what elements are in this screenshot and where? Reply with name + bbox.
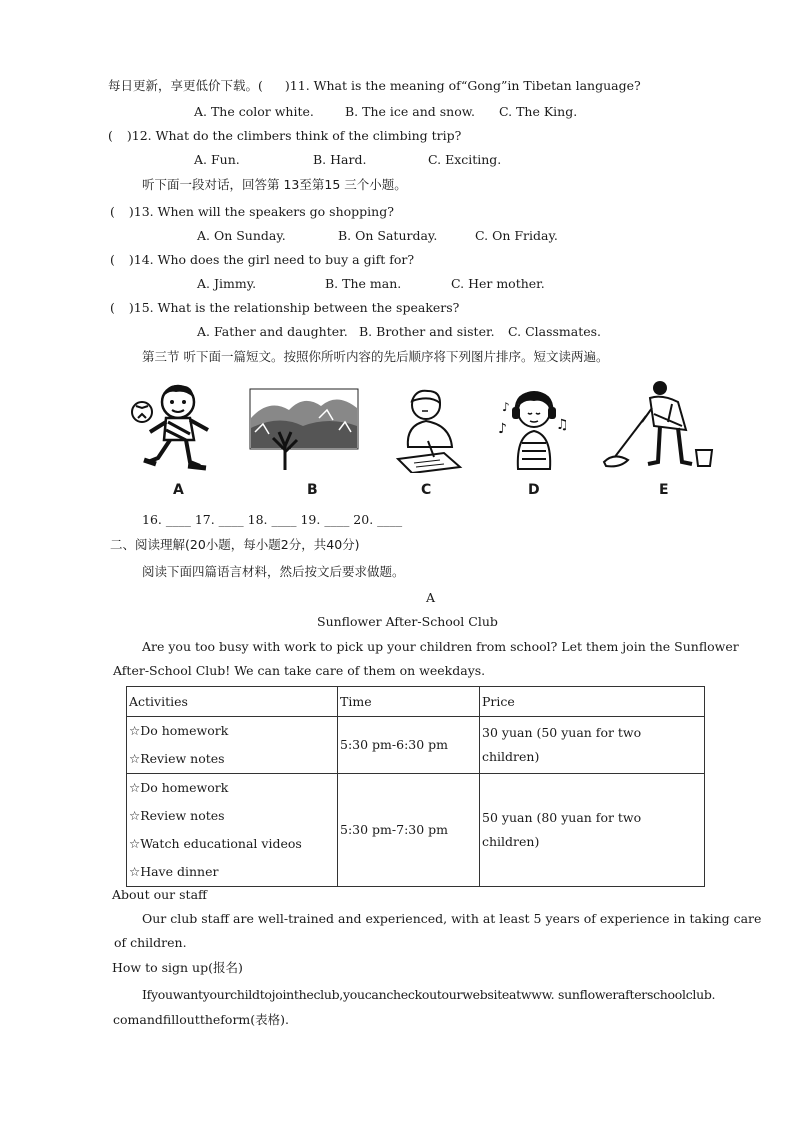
passage-letter: A <box>426 590 436 605</box>
signup-heading: How to sign up(报名) <box>112 960 243 975</box>
q13-option-b: B. On Saturday. <box>338 228 438 243</box>
q15-option-a: A. Father and daughter. <box>197 324 348 339</box>
row1-price <box>480 717 705 774</box>
row2-activities <box>127 774 338 887</box>
header-time: Time <box>338 687 480 717</box>
q12-line <box>108 128 461 144</box>
svg-text:♪: ♪ <box>498 421 507 437</box>
staff-heading: About our staff <box>112 887 207 902</box>
q15-option-c: C. Classmates. <box>508 324 602 339</box>
row2-price-line2: children) <box>482 834 540 849</box>
q12-option-a: A. Fun. <box>194 152 240 167</box>
row1-activity-1: ☆Do homework <box>129 723 229 738</box>
row1-time: 5:30 pm-6:30 pm <box>338 717 480 774</box>
row1-price-line1: 30 yuan (50 yuan for two <box>482 725 642 740</box>
q15-line <box>110 300 459 316</box>
club-schedule-table <box>126 686 705 887</box>
passage-title: Sunflower After-School Club <box>317 614 498 629</box>
picture-label-e: E <box>659 482 669 498</box>
reading-instruction: 阅读下面四篇语言材料，然后按文后要求做题。 <box>142 564 405 579</box>
q11-paren-close: ) <box>284 78 290 93</box>
q14-paren-close: ) <box>128 252 134 267</box>
header-price: Price <box>480 687 705 717</box>
q11-option-b: B. The ice and snow. <box>345 104 475 119</box>
header-activities: Activities <box>127 687 338 717</box>
q15-option-b: B. Brother and sister. <box>359 324 495 339</box>
row2-activity-3: ☆Watch educational videos <box>129 836 302 851</box>
row2-activity-2: ☆Review notes <box>129 808 225 823</box>
intro-line-2: After-School Club! We can take care of them on weekdays. <box>113 663 486 678</box>
picture-e-person-mopping <box>602 378 714 472</box>
row1-activity-2: ☆Review notes <box>129 751 225 766</box>
svg-text:♪: ♪ <box>502 400 510 414</box>
q13-paren-close: ) <box>128 204 134 219</box>
intro-line-1: Are you too busy with work to pick up your children from school? Let them join the Sunflower <box>142 639 739 654</box>
picture-label-b: B <box>307 482 318 498</box>
q14-option-a: A. Jimmy. <box>197 276 257 291</box>
picture-d-girl-headphones <box>496 385 572 471</box>
q13-text: 13. When will the speakers go shopping? <box>133 204 394 219</box>
table-row <box>127 774 705 887</box>
q13-option-a: A. On Sunday. <box>197 228 286 243</box>
q14-text: 14. Who does the girl need to buy a gift for? <box>133 252 415 267</box>
staff-line-2: of children. <box>114 935 187 950</box>
section3-instruction: 第三节 听下面一篇短文。按照你所听内容的先后顺序将下列图片排序。短文读两遍。 <box>142 349 609 364</box>
q14-line <box>110 252 414 268</box>
q15-text: 15. What is the relationship between the speakers? <box>133 300 460 315</box>
row2-price-line1: 50 yuan (80 yuan for two <box>482 810 642 825</box>
row2-activity-4: ☆Have dinner <box>129 864 219 879</box>
q11-option-a: A. The color white. <box>194 104 314 119</box>
q13-option-c: C. On Friday. <box>475 228 558 243</box>
row1-activities <box>127 717 338 774</box>
picture-label-d: D <box>528 482 540 498</box>
signup-line-2: comandfillouttheform(表格). <box>113 1012 289 1027</box>
svg-text:♫: ♫ <box>556 417 569 433</box>
q15-paren-close: ) <box>128 300 134 315</box>
ordering-blanks[interactable]: 16. ____ 17. ____ 18. ____ 19. ____ 20. ____ <box>142 512 403 527</box>
row2-activity-1: ☆Do homework <box>129 780 229 795</box>
picture-label-a: A <box>173 482 184 498</box>
q11-text: 11. What is the meaning of“Gong”in Tibetan language? <box>289 78 641 93</box>
staff-line-1: Our club staff are well-trained and experienced, with at least 5 years of experience in taking care <box>142 911 762 926</box>
q14-option-c: C. Her mother. <box>451 276 545 291</box>
q14-paren: ( <box>110 252 115 267</box>
q12-paren: ( <box>108 128 113 143</box>
q12-option-b: B. Hard. <box>313 152 367 167</box>
picture-a-boy-soccer <box>128 378 220 474</box>
q11-option-c: C. The King. <box>499 104 578 119</box>
picture-label-c: C <box>421 482 432 498</box>
q11-line <box>108 78 641 94</box>
header-prefix: 每日更新，享更低价下载。 <box>108 78 259 93</box>
signup-line-1: Ifyouwantyourchildtojointheclub,youcancheckoutourwebsiteatwww. sunflowerafterschoolclub. <box>142 987 716 1002</box>
q13-paren: ( <box>110 204 115 219</box>
row2-time: 5:30 pm-7:30 pm <box>338 774 480 887</box>
picture-b-landscape <box>249 388 359 470</box>
picture-c-person-writing <box>394 383 464 473</box>
q13-line <box>110 204 394 220</box>
q12-paren-close: ) <box>126 128 132 143</box>
table-header-row <box>127 687 705 717</box>
q14-option-b: B. The man. <box>325 276 402 291</box>
table-row <box>127 717 705 774</box>
q15-paren: ( <box>110 300 115 315</box>
row1-price-line2: children) <box>482 749 540 764</box>
q11-paren: ( <box>258 78 263 93</box>
q12-option-c: C. Exciting. <box>428 152 502 167</box>
q12-text: 12. What do the climbers think of the climbing trip? <box>131 128 462 143</box>
reading-section-title: 二、阅读理解(20小题，每小题2分，共40分) <box>110 537 360 552</box>
instruction-13-15: 听下面一段对话，回答第 13至第15 三个小题。 <box>142 177 407 192</box>
row2-price <box>480 774 705 887</box>
